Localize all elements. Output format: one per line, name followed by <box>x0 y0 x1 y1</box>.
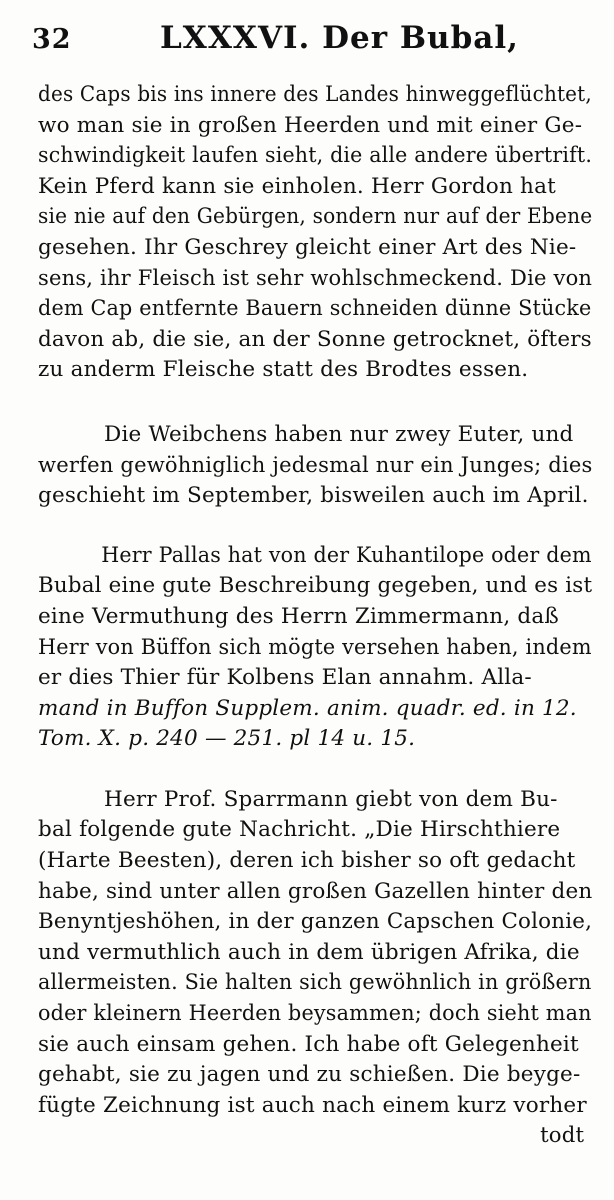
text-line: sie nie auf den Gebürgen, sondern nur auf der Ebene <box>38 204 593 230</box>
text-line: davon ab, die sie, an der Sonne getrocknet, öfters <box>38 326 592 352</box>
text-line: bal folgende gute Nachricht. „Die Hirschthiere <box>38 817 561 843</box>
text-line: schwindigkeit laufen sieht, die alle andere übertrift. <box>38 143 593 169</box>
text-line: Herr Pallas hat von der Kuhantilope oder dem <box>101 542 592 568</box>
text-line: zu anderm Fleische statt des Brodtes essen. <box>38 357 529 383</box>
text-line: Herr Prof. Sparrmann giebt von dem Bu- <box>104 786 558 812</box>
text-line: Bubal eine gute Beschreibung gegeben, und es ist <box>38 573 593 599</box>
text-line: dem Cap entfernte Bauern schneiden dünne Stücke <box>38 296 592 322</box>
text-line: geschieht im September, bisweilen auch im April. <box>38 483 589 509</box>
body-text <box>38 80 598 1152</box>
page-number: 32 <box>32 24 72 55</box>
text-line: habe, sind unter allen großen Gazellen hinter den <box>38 878 593 904</box>
text-line: werfen gewöhniglich jedesmal nur ein Junges; dies <box>38 452 593 478</box>
catchword: todt <box>540 1123 585 1149</box>
text-line: wo man sie in großen Heerden und mit einer Ge- <box>38 112 583 138</box>
paragraph-spacer <box>38 386 598 420</box>
text-line: allermeisten. Sie halten sich gewöhnlich in größern <box>38 970 592 996</box>
text-line: sie auch einsam gehen. Ich habe oft Gelegenheit <box>38 1031 579 1057</box>
paragraph <box>38 80 598 386</box>
text-line: Die Weibchens haben nur zwey Euter, und <box>104 421 574 447</box>
running-head: LXXXVI. Der Bubal, <box>160 20 519 56</box>
text-line: und vermuthlich auch in dem übrigen Afrika, die <box>38 939 580 965</box>
paragraph-spacer <box>38 755 598 785</box>
text-line: fügte Zeichnung ist auch nach einem kurz vorher <box>38 1092 587 1118</box>
text-line: eine Vermuthung des Herrn Zimmermann, daß <box>38 603 559 629</box>
paragraph <box>38 420 598 512</box>
paragraph <box>38 541 598 755</box>
text-line: des Caps bis ins innere des Landes hinweggeflüchtet, <box>38 82 592 107</box>
text-line: er dies Thier für Kolbens Elan annahm. Alla- <box>38 665 532 691</box>
paragraph-spacer <box>38 512 598 541</box>
citation-line: Tom. X. p. 240 — 251. pl 14 u. 15. <box>38 726 416 752</box>
text-line: sens, ihr Fleisch ist sehr wohlschmeckend. Die von <box>38 265 593 291</box>
text-line: gehabt, sie zu jagen und zu schießen. Die beyge- <box>38 1062 581 1088</box>
text-line: Herr von Büffon sich mögte versehen haben, indem <box>38 634 592 660</box>
text-line: (Harte Beesten), deren ich bisher so oft gedacht <box>38 848 576 874</box>
text-line: oder kleinern Heerden beysammen; doch sieht man <box>38 1001 592 1027</box>
text-line: gesehen. Ihr Geschrey gleicht einer Art des Nie- <box>38 234 577 260</box>
text-line: Kein Pferd kann sie einholen. Herr Gordon hat <box>38 173 556 199</box>
paragraph <box>38 785 598 1122</box>
page-header <box>32 14 592 64</box>
text-line: Benyntjeshöhen, in der ganzen Capschen Colonie, <box>38 909 593 935</box>
citation-line: mand in Buffon Supplem. anim. quadr. ed. in 12. <box>38 695 577 721</box>
